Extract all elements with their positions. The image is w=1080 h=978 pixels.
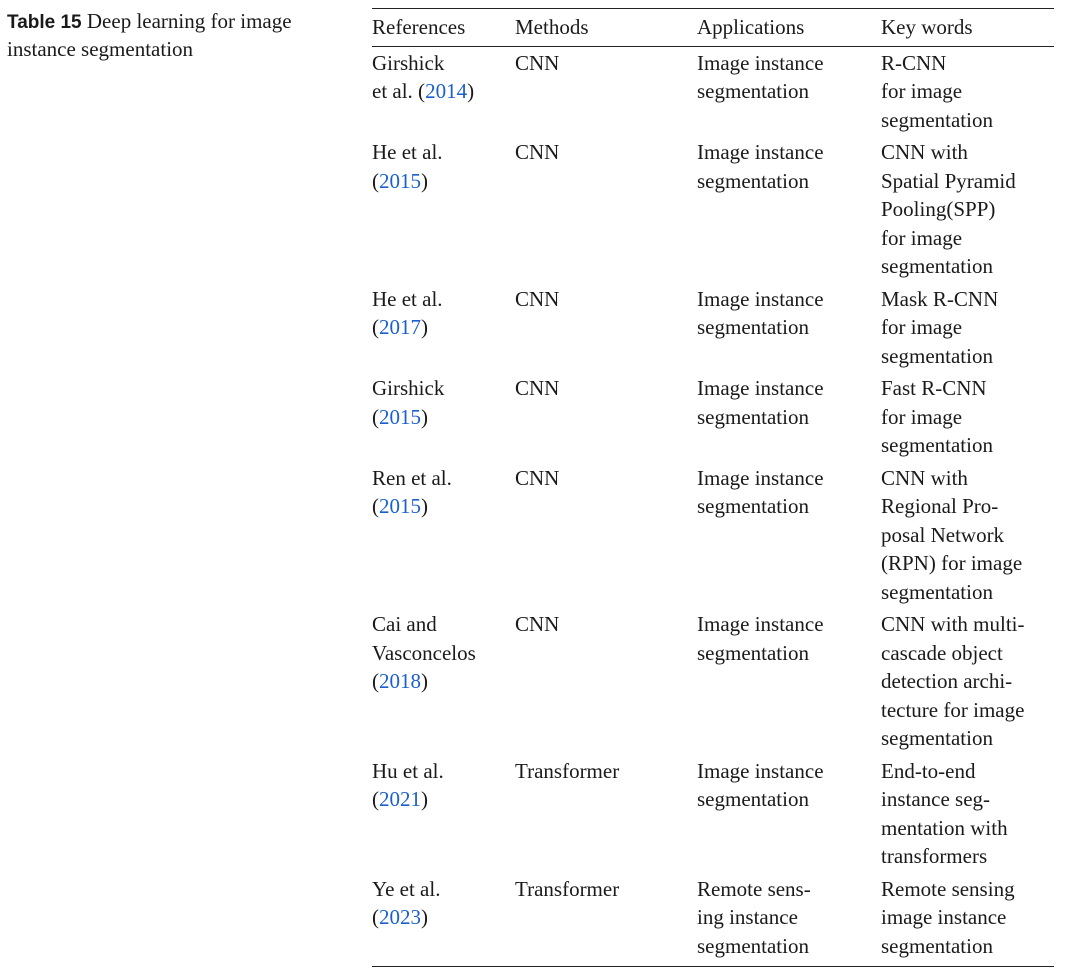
citation-year-link[interactable]: 2017	[379, 315, 421, 339]
reference-close: )	[421, 315, 428, 339]
application-cell: Image instance segmentation	[697, 758, 824, 811]
table-row	[372, 374, 1054, 460]
header-key-words: Key words	[881, 15, 973, 39]
header-references: References	[372, 15, 466, 39]
table	[372, 8, 1054, 967]
citation-year-link[interactable]: 2015	[379, 404, 421, 429]
table-header-row	[372, 13, 1054, 42]
keywords-cell: Remote sensing image instance segmentation	[881, 876, 1015, 958]
reference-close: )	[421, 669, 428, 693]
table-row	[372, 610, 1054, 753]
table-row	[372, 757, 1054, 871]
method-cell: CNN	[515, 50, 560, 75]
table-caption	[7, 8, 307, 62]
header-methods: Methods	[515, 15, 589, 39]
method-cell: CNN	[515, 286, 560, 311]
reference-cell	[372, 757, 515, 871]
citation-year-link[interactable]: 2023	[379, 905, 421, 929]
reference-cell	[372, 374, 515, 460]
method-cell: Transformer	[515, 876, 620, 901]
application-cell: Remote sens- ing instance segmentation	[697, 876, 811, 958]
table-caption-text: Deep learning for image instance segmentation	[7, 9, 292, 61]
reference-cell	[372, 49, 515, 135]
application-cell: Image instance segmentation	[697, 376, 824, 429]
keywords-cell: CNN with Spatial Pyramid Pooling(SPP) for image segmentation	[881, 140, 1016, 278]
citation-year-link[interactable]: 2018	[379, 669, 421, 693]
table-label: Table 15	[7, 12, 82, 33]
reference-text: He et al. (	[372, 140, 443, 193]
reference-close: )	[421, 404, 428, 429]
reference-text: Hu et al. (	[372, 758, 444, 811]
reference-close: )	[421, 787, 428, 811]
method-cell: CNN	[515, 140, 560, 164]
header-applications: Applications	[697, 15, 805, 39]
reference-cell	[372, 138, 515, 281]
keywords-cell: Fast R-CNN for image segmentation	[881, 376, 993, 457]
application-cell: Image instance segmentation	[697, 612, 824, 665]
reference-text: Girshick (	[372, 376, 445, 429]
method-cell: Transformer	[515, 758, 620, 783]
keywords-cell: End-to-end instance seg- mentation with transformers	[881, 758, 1008, 868]
method-cell: CNN	[515, 376, 560, 400]
reference-cell	[372, 875, 515, 961]
reference-close: )	[421, 905, 428, 929]
method-cell: CNN	[515, 612, 560, 636]
citation-year-link[interactable]: 2021	[379, 787, 421, 811]
bottom-rule	[372, 966, 1054, 967]
reference-text: Girshick et al. (	[372, 50, 445, 103]
reference-cell	[372, 285, 515, 371]
keywords-cell: CNN with Regional Pro- posal Network (RPN) for image segmentation	[881, 465, 1023, 604]
reference-cell	[372, 610, 515, 753]
application-cell: Image instance segmentation	[697, 286, 824, 339]
reference-text: Ren et al. (	[372, 465, 452, 518]
table-row	[372, 464, 1054, 607]
reference-text: He et al. (	[372, 286, 443, 339]
application-cell: Image instance segmentation	[697, 50, 824, 103]
reference-close: )	[421, 168, 428, 193]
reference-close: )	[467, 79, 475, 103]
application-cell: Image instance segmentation	[697, 465, 824, 518]
citation-year-link[interactable]: 2015	[379, 168, 421, 193]
citation-year-link[interactable]: 2014	[425, 79, 468, 103]
keywords-cell: Mask R-CNN for image segmentation	[881, 286, 999, 368]
table-body	[372, 47, 1054, 961]
method-cell: CNN	[515, 465, 560, 490]
application-cell: Image instance segmentation	[697, 140, 824, 193]
reference-close: )	[421, 494, 428, 518]
table-row	[372, 875, 1054, 961]
table-row	[372, 138, 1054, 281]
table-row	[372, 49, 1054, 135]
citation-year-link[interactable]: 2015	[379, 494, 421, 518]
keywords-cell: R-CNN for image segmentation	[881, 50, 993, 132]
reference-text: Cai and Vasconcelos (	[372, 612, 476, 693]
reference-cell	[372, 464, 515, 607]
reference-text: Ye et al. (	[372, 876, 441, 929]
top-rule	[372, 8, 1054, 9]
table-row	[372, 285, 1054, 371]
keywords-cell: CNN with multi- cascade object detection archi- tecture for image segmentation	[881, 612, 1025, 750]
